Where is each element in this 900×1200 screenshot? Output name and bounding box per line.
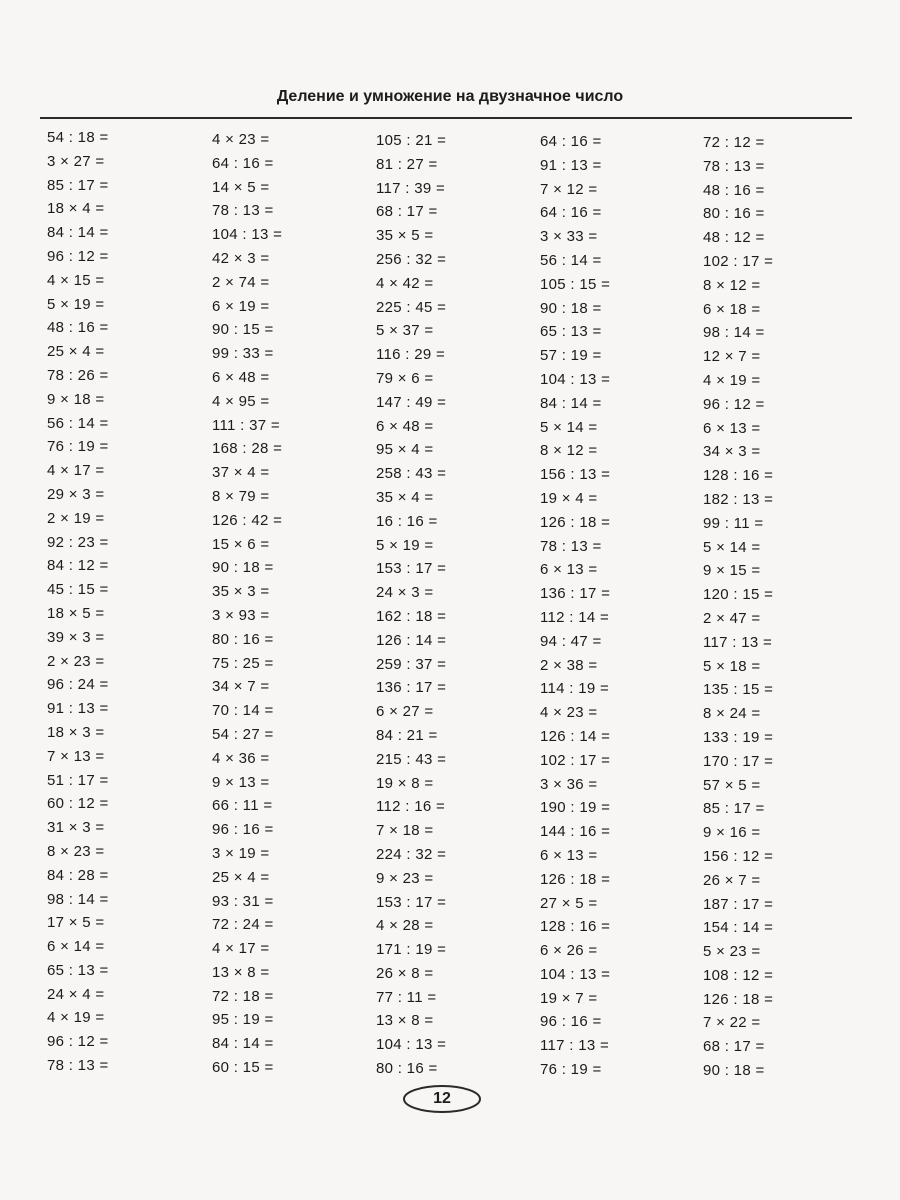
exercise-item: 4 × 23 =	[540, 704, 598, 722]
exercise-item: 6 × 13 =	[703, 419, 761, 437]
exercise-item: 182 : 13 =	[703, 490, 774, 508]
exercise-item: 5 × 37 =	[376, 322, 434, 340]
exercise-item: 5 × 23 =	[703, 943, 761, 961]
exercise-item: 117 : 13 =	[540, 1037, 610, 1055]
exercise-item: 48 : 16 =	[703, 181, 765, 199]
exercise-item: 6 × 13 =	[540, 561, 598, 579]
exercise-item: 4 × 42 =	[376, 274, 434, 292]
exercise-item: 156 : 13 =	[540, 466, 611, 484]
header-divider	[40, 117, 852, 119]
exercise-item: 95 × 4 =	[376, 441, 434, 459]
exercise-item: 4 × 28 =	[376, 917, 434, 935]
exercise-item: 5 × 14 =	[540, 418, 598, 436]
exercise-item: 12 × 7 =	[703, 348, 761, 366]
exercise-item: 104 : 13 =	[376, 1036, 447, 1054]
exercise-item: 96 : 24 =	[47, 676, 109, 694]
exercise-item: 126 : 42 =	[212, 511, 283, 529]
exercise-item: 54 : 27 =	[212, 725, 274, 743]
exercise-item: 126 : 18 =	[540, 870, 611, 888]
exercise-item: 64 : 16 =	[540, 204, 602, 222]
exercise-item: 70 : 14 =	[212, 702, 274, 720]
exercise-item: 154 : 14 =	[703, 919, 774, 937]
exercise-item: 31 × 3 =	[47, 819, 105, 837]
exercise-item: 80 : 16 =	[212, 630, 274, 648]
exercise-item: 3 × 93 =	[212, 606, 270, 624]
exercise-item: 92 : 23 =	[47, 533, 109, 551]
exercise-item: 72 : 18 =	[212, 987, 274, 1005]
exercise-item: 102 : 17 =	[703, 252, 774, 270]
exercise-item: 6 × 18 =	[703, 300, 761, 318]
exercise-item: 75 : 25 =	[212, 654, 274, 672]
exercise-item: 9 × 15 =	[703, 562, 761, 580]
exercise-item: 84 : 28 =	[47, 866, 109, 884]
exercise-item: 68 : 17 =	[703, 1038, 765, 1056]
exercise-item: 5 × 19 =	[376, 536, 434, 554]
exercise-item: 57 : 19 =	[540, 347, 602, 365]
exercise-item: 102 : 17 =	[540, 751, 611, 769]
exercise-item: 72 : 24 =	[212, 916, 274, 934]
exercise-item: 4 × 23 =	[212, 131, 270, 148]
exercise-item: 35 × 5 =	[376, 227, 434, 245]
exercise-item: 34 × 3 =	[703, 443, 761, 461]
exercise-item: 190 : 19 =	[540, 799, 611, 817]
exercise-item: 51 : 17 =	[47, 771, 109, 789]
exercise-item: 7 × 12 =	[540, 180, 598, 198]
exercise-item: 128 : 16 =	[703, 467, 774, 485]
exercise-item: 126 : 18 =	[540, 513, 611, 531]
exercise-item: 45 : 15 =	[47, 581, 109, 599]
exercise-item: 6 × 48 =	[376, 417, 434, 435]
exercise-item: 5 × 19 =	[47, 295, 105, 313]
exercise-item: 8 × 79 =	[212, 487, 270, 505]
exercise-item: 26 × 8 =	[376, 964, 434, 982]
exercise-item: 96 : 12 =	[47, 1033, 109, 1051]
exercise-item: 117 : 13 =	[703, 633, 773, 651]
exercise-item: 35 × 4 =	[376, 488, 434, 506]
exercise-item: 4 × 15 =	[47, 271, 105, 289]
exercise-item: 112 : 16 =	[376, 798, 446, 816]
exercise-item: 156 : 12 =	[703, 847, 774, 865]
exercise-item: 56 : 14 =	[540, 251, 602, 269]
exercise-item: 90 : 18 =	[540, 299, 602, 317]
exercise-column-3	[376, 129, 446, 1081]
exercise-item: 2 × 23 =	[47, 652, 105, 670]
exercise-item: 35 × 3 =	[212, 583, 270, 601]
exercise-item: 7 × 22 =	[703, 1014, 761, 1032]
exercise-item: 6 × 27 =	[376, 703, 434, 721]
exercise-item: 66 : 11 =	[212, 797, 273, 815]
exercise-item: 133 : 19 =	[703, 728, 774, 746]
exercise-item: 98 : 14 =	[47, 890, 109, 908]
exercise-item: 5 × 18 =	[703, 657, 761, 675]
exercise-item: 18 × 3 =	[47, 723, 105, 741]
exercise-item: 9 × 16 =	[703, 824, 761, 842]
exercise-item: 64 : 16 =	[540, 133, 602, 150]
exercise-item: 9 × 23 =	[376, 869, 434, 887]
exercise-item: 78 : 26 =	[47, 366, 109, 384]
exercise-item: 19 × 8 =	[376, 774, 434, 792]
exercise-item: 37 × 4 =	[212, 464, 270, 482]
exercise-item: 258 : 43 =	[376, 465, 447, 483]
exercise-item: 104 : 13 =	[540, 370, 611, 388]
exercise-item: 48 : 12 =	[703, 229, 765, 247]
exercise-item: 60 : 15 =	[212, 1059, 274, 1077]
exercise-item: 225 : 45 =	[376, 298, 447, 316]
exercise-item: 153 : 17 =	[376, 560, 447, 578]
exercise-item: 4 × 19 =	[703, 371, 761, 389]
exercise-item: 117 : 39 =	[376, 179, 446, 197]
exercise-item: 79 × 6 =	[376, 369, 434, 387]
exercise-item: 96 : 12 =	[47, 247, 109, 265]
exercise-item: 171 : 19 =	[376, 941, 447, 959]
exercise-item: 126 : 14 =	[540, 727, 611, 745]
exercise-item: 2 × 47 =	[703, 609, 761, 627]
exercise-item: 81 : 27 =	[376, 155, 438, 173]
exercise-item: 9 × 18 =	[47, 390, 105, 408]
exercise-item: 78 : 13 =	[703, 157, 765, 175]
exercise-item: 76 : 19 =	[47, 438, 109, 456]
exercise-item: 17 × 5 =	[47, 914, 105, 932]
exercise-item: 162 : 18 =	[376, 607, 447, 625]
exercise-item: 14 × 5 =	[212, 178, 270, 196]
exercise-item: 24 × 3 =	[376, 584, 434, 602]
exercise-item: 4 × 36 =	[212, 749, 270, 767]
exercise-column-4	[540, 130, 610, 1082]
exercise-item: 2 × 19 =	[47, 509, 105, 527]
exercise-item: 8 × 12 =	[703, 276, 761, 294]
exercise-item: 29 × 3 =	[47, 485, 105, 503]
exercise-item: 65 : 13 =	[540, 323, 602, 341]
exercise-item: 104 : 13 =	[540, 965, 611, 983]
exercise-item: 60 : 12 =	[47, 795, 109, 813]
exercise-item: 95 : 19 =	[212, 1011, 274, 1029]
exercise-item: 80 : 16 =	[376, 1060, 438, 1078]
exercise-item: 135 : 15 =	[703, 681, 774, 699]
exercise-item: 65 : 13 =	[47, 961, 109, 979]
exercise-item: 25 × 4 =	[212, 868, 270, 886]
exercise-item: 7 × 18 =	[376, 822, 434, 840]
exercise-item: 4 × 17 =	[47, 462, 105, 480]
exercise-item: 144 : 16 =	[540, 823, 611, 841]
exercise-item: 105 : 21 =	[376, 132, 447, 149]
exercise-item: 6 × 48 =	[212, 368, 270, 386]
exercise-item: 6 × 19 =	[212, 297, 270, 315]
exercise-item: 98 : 14 =	[703, 324, 765, 342]
exercise-item: 78 : 13 =	[540, 537, 602, 555]
exercise-item: 19 × 7 =	[540, 989, 598, 1007]
exercise-item: 4 × 19 =	[47, 1009, 105, 1027]
exercise-item: 6 × 26 =	[540, 942, 598, 960]
exercise-item: 136 : 17 =	[540, 585, 611, 603]
exercise-item: 120 : 15 =	[703, 586, 774, 604]
exercise-item: 105 : 15 =	[540, 275, 611, 293]
exercise-item: 3 × 19 =	[212, 844, 270, 862]
exercise-column-5	[703, 131, 773, 1083]
exercise-column-2	[212, 128, 282, 1080]
exercise-item: 25 × 4 =	[47, 343, 105, 361]
exercise-item: 114 : 19 =	[540, 680, 610, 698]
exercise-item: 57 × 5 =	[703, 776, 761, 794]
exercise-item: 126 : 14 =	[376, 631, 447, 649]
exercise-item: 147 : 49 =	[376, 393, 447, 411]
exercise-item: 5 × 14 =	[703, 538, 761, 556]
exercise-item: 84 : 12 =	[47, 557, 109, 575]
exercise-item: 96 : 16 =	[540, 1013, 602, 1031]
exercise-item: 78 : 13 =	[47, 1057, 109, 1075]
page-title: Деление и умножение на двузначное число	[276, 88, 624, 105]
exercise-item: 19 × 4 =	[540, 489, 598, 507]
exercise-item: 90 : 15 =	[212, 321, 274, 339]
exercise-item: 170 : 17 =	[703, 752, 774, 770]
exercise-item: 4 × 95 =	[212, 392, 270, 410]
exercise-item: 78 : 13 =	[212, 202, 274, 220]
exercise-item: 3 × 33 =	[540, 228, 598, 246]
exercise-item: 3 × 36 =	[540, 775, 598, 793]
exercise-item: 84 : 14 =	[47, 224, 109, 242]
exercise-item: 108 : 12 =	[703, 966, 774, 984]
exercise-item: 18 × 5 =	[47, 604, 105, 622]
exercise-item: 77 : 11 =	[376, 988, 437, 1006]
exercise-item: 224 : 32 =	[376, 845, 447, 863]
page-number: 12	[433, 1090, 451, 1107]
exercise-item: 13 × 8 =	[212, 963, 270, 981]
exercise-item: 16 : 16 =	[376, 512, 438, 530]
exercise-item: 128 : 16 =	[540, 918, 611, 936]
exercise-item: 84 : 21 =	[376, 726, 438, 744]
exercise-item: 96 : 12 =	[703, 395, 765, 413]
exercise-item: 54 : 18 =	[47, 129, 109, 146]
exercise-item: 116 : 29 =	[376, 346, 446, 364]
exercise-item: 2 × 74 =	[212, 273, 270, 291]
exercise-item: 90 : 18 =	[703, 1062, 765, 1080]
exercise-item: 27 × 5 =	[540, 894, 598, 912]
exercise-item: 48 : 16 =	[47, 319, 109, 337]
exercise-item: 7 × 13 =	[47, 747, 105, 765]
exercise-item: 90 : 18 =	[212, 559, 274, 577]
exercise-item: 4 × 17 =	[212, 940, 270, 958]
exercise-item: 85 : 17 =	[47, 176, 109, 194]
exercise-item: 15 × 6 =	[212, 535, 270, 553]
exercise-item: 104 : 13 =	[212, 226, 283, 244]
exercise-item: 6 × 14 =	[47, 938, 105, 956]
exercise-item: 24 × 4 =	[47, 985, 105, 1003]
exercise-item: 2 × 38 =	[540, 656, 598, 674]
exercise-item: 215 : 43 =	[376, 750, 447, 768]
exercise-item: 136 : 17 =	[376, 679, 447, 697]
exercise-item: 76 : 19 =	[540, 1061, 602, 1079]
exercise-item: 187 : 17 =	[703, 895, 774, 913]
exercise-item: 80 : 16 =	[703, 205, 765, 223]
exercise-item: 13 × 8 =	[376, 1012, 434, 1030]
exercise-item: 94 : 47 =	[540, 632, 602, 650]
exercise-item: 18 × 4 =	[47, 200, 105, 218]
exercise-item: 111 : 37 =	[212, 416, 280, 434]
exercise-item: 3 × 27 =	[47, 152, 105, 170]
exercise-item: 93 : 31 =	[212, 892, 274, 910]
exercise-item: 256 : 32 =	[376, 250, 447, 268]
exercise-item: 72 : 12 =	[703, 134, 765, 151]
exercise-item: 56 : 14 =	[47, 414, 109, 432]
exercise-item: 91 : 13 =	[540, 156, 602, 174]
exercise-column-1	[47, 126, 109, 1078]
exercise-item: 68 : 17 =	[376, 203, 438, 221]
exercise-item: 8 × 24 =	[703, 705, 761, 723]
exercise-item: 168 : 28 =	[212, 440, 283, 458]
exercise-item: 259 : 37 =	[376, 655, 447, 673]
exercise-item: 112 : 14 =	[540, 608, 610, 626]
exercise-item: 9 × 13 =	[212, 773, 270, 791]
exercise-item: 84 : 14 =	[540, 394, 602, 412]
exercise-item: 42 × 3 =	[212, 249, 270, 267]
exercise-item: 99 : 33 =	[212, 345, 274, 363]
exercise-item: 99 : 11 =	[703, 514, 764, 532]
exercise-item: 84 : 14 =	[212, 1035, 274, 1053]
exercise-item: 26 × 7 =	[703, 871, 761, 889]
exercise-item: 8 × 23 =	[47, 842, 105, 860]
exercise-item: 39 × 3 =	[47, 628, 105, 646]
exercise-item: 153 : 17 =	[376, 893, 447, 911]
exercise-item: 6 × 13 =	[540, 846, 598, 864]
page-number-badge	[402, 1084, 482, 1114]
exercise-item: 64 : 16 =	[212, 154, 274, 172]
exercise-item: 8 × 12 =	[540, 442, 598, 460]
exercise-item: 34 × 7 =	[212, 678, 270, 696]
exercise-item: 91 : 13 =	[47, 700, 109, 718]
exercise-item: 85 : 17 =	[703, 800, 765, 818]
exercise-item: 126 : 18 =	[703, 990, 774, 1008]
exercise-item: 96 : 16 =	[212, 821, 274, 839]
